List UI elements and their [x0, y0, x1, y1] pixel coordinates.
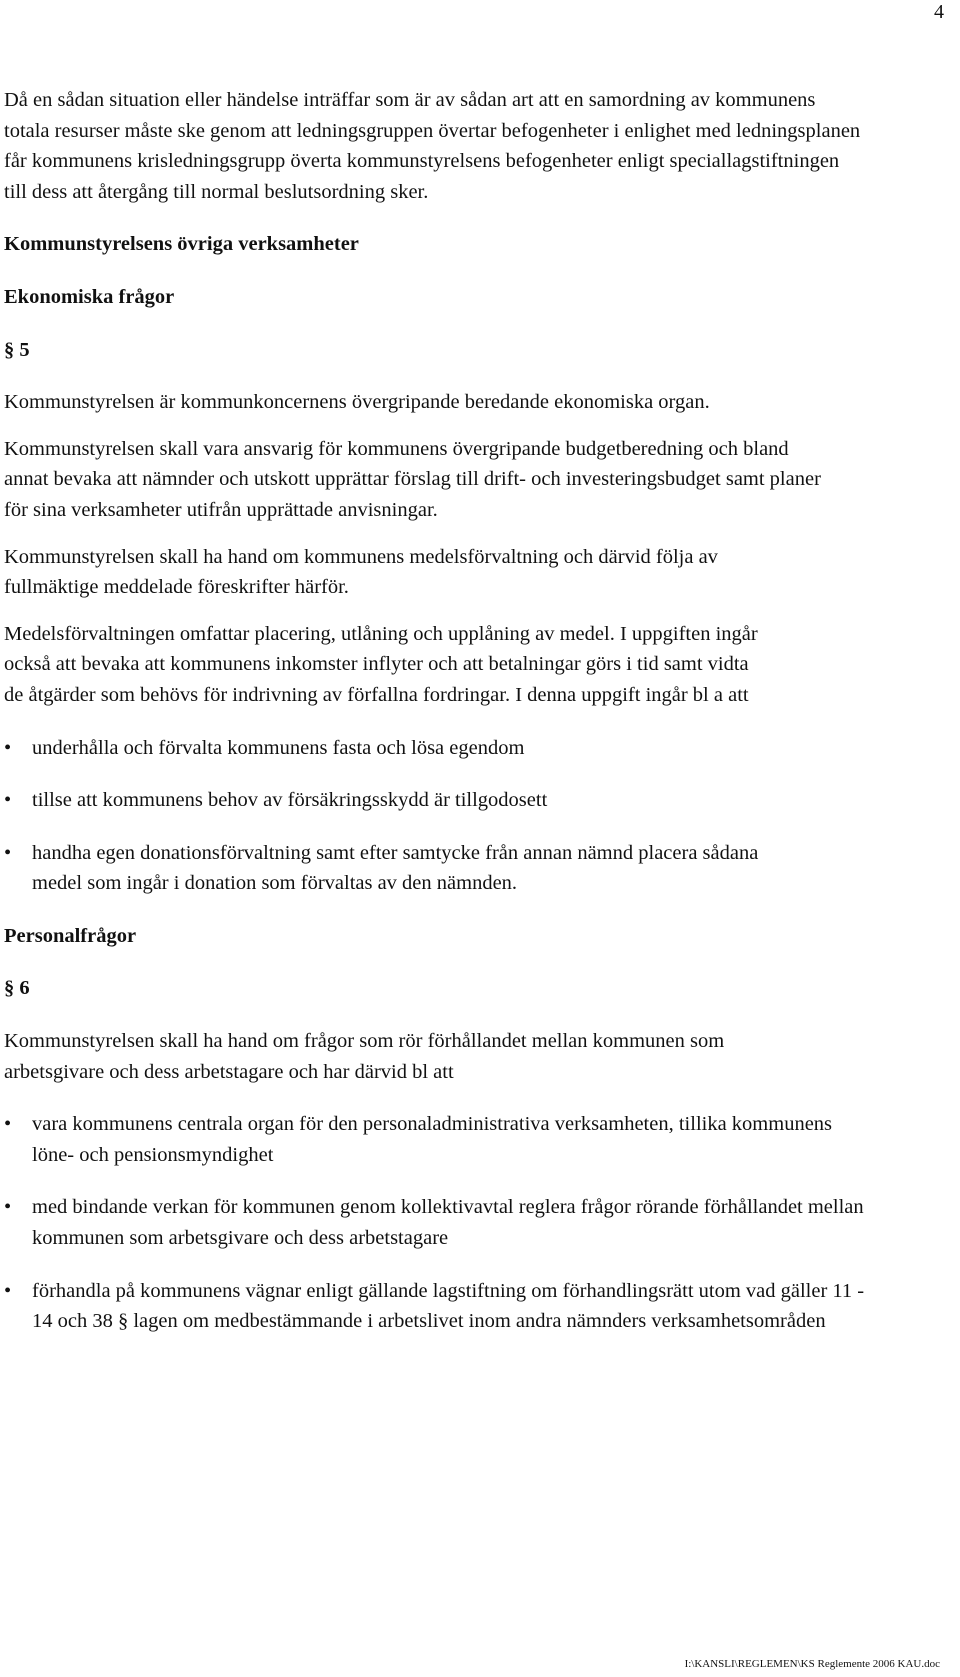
footer-file-path: I:\KANSLI\REGLEMEN\KS Reglemente 2006 KAU.doc: [684, 1658, 940, 1670]
bullet-icon: •: [4, 789, 12, 812]
economic-paragraph-1: Kommunstyrelsen är kommunkoncernens övergripande beredande ekonomiska organ.: [4, 391, 710, 414]
paragraph-mark-5: § 5: [4, 338, 30, 361]
economic-heading: Ekonomiska frågor: [4, 285, 175, 308]
list-item-text: förhandla på kommunens vägnar enligt gällande lagstiftning om förhandlingsrätt utom vad gäller 11 - 14 och 38 § lagen om medbestämmande i arbetslivet inom andra nämnders verksamhetsområden: [32, 1279, 865, 1333]
list-item: [4, 1276, 872, 1337]
bullet-icon: •: [4, 1279, 12, 1302]
list-item-text: handha egen donationsförvaltning samt efter samtycke från annan nämnd placera sådana medel som ingår i donation som förvaltas av den nämnden.: [32, 841, 759, 895]
document-body: [4, 85, 904, 1337]
page-number: 4: [934, 1, 944, 23]
list-item: [4, 785, 792, 816]
bullet-icon: •: [4, 736, 12, 759]
bullet-icon: •: [4, 841, 12, 864]
personnel-bullet-list: [4, 1109, 904, 1337]
list-item-text: tillse att kommunens behov av försäkringsskydd är tillgodosett: [32, 789, 548, 812]
list-item-text: underhålla och förvalta kommunens fasta och lösa egendom: [32, 736, 525, 759]
economic-paragraph-4: Medelsförvaltningen omfattar placering, utlåning och upplåning av medel. I uppgiften ingår också att bevaka att kommunens inkomster inflyter och att betalningar görs i tid samt vidta de åtgärder som behövs för indrivning av förfallna fordringar. I denna uppgift ingår bl a att: [4, 622, 758, 706]
economic-paragraph-2: Kommunstyrelsen skall vara ansvarig för kommunens övergripande budgetberedning och bland annat bevaka att nämnder och utskott upprättar förslag till drift- och investeringsbudget samt planer för sina verksamheter utifrån upprättade anvisningar.: [4, 437, 821, 521]
intro-paragraph: Då en sådan situation eller händelse inträffar som är av sådan art att en samordning av kommunens totala resurser måste ske genom att ledningsgruppen övertar befogenheter i enlighet med ledningsplanen får kommunens krisledningsgrupp överta kommunstyrelsens befogenheter enligt speciallagstiftningen till dess att återgång till normal beslutsordning sker.: [4, 89, 861, 203]
list-item-text: vara kommunens centrala organ för den personaladministrativa verksamheten, tillika kommunens löne- och pensionsmyndighet: [32, 1113, 833, 1166]
personnel-heading: Personalfrågor: [4, 924, 137, 947]
list-item-text: med bindande verkan för kommunen genom kollektivavtal reglera frågor rörande förhållandet mellan kommunen som arbetsgivare och dess arbetstagare: [32, 1196, 864, 1250]
list-item: [4, 1109, 872, 1170]
personnel-paragraph-1: Kommunstyrelsen skall ha hand om frågor som rör förhållandet mellan kommunen som arbetsgivare och dess arbetstagare och har därvid bl att: [4, 1030, 725, 1083]
list-item: [4, 1192, 872, 1253]
paragraph-mark-6: § 6: [4, 977, 30, 1000]
list-item: [4, 733, 792, 764]
list-item: [4, 838, 812, 899]
economic-paragraph-3: Kommunstyrelsen skall ha hand om kommunens medelsförvaltning och därvid följa av fullmäktige meddelade föreskrifter härför.: [4, 545, 718, 599]
bullet-icon: •: [4, 1113, 12, 1136]
bullet-icon: •: [4, 1196, 12, 1219]
economic-bullet-list: [4, 733, 904, 899]
section-heading: Kommunstyrelsens övriga verksamheter: [4, 233, 359, 256]
